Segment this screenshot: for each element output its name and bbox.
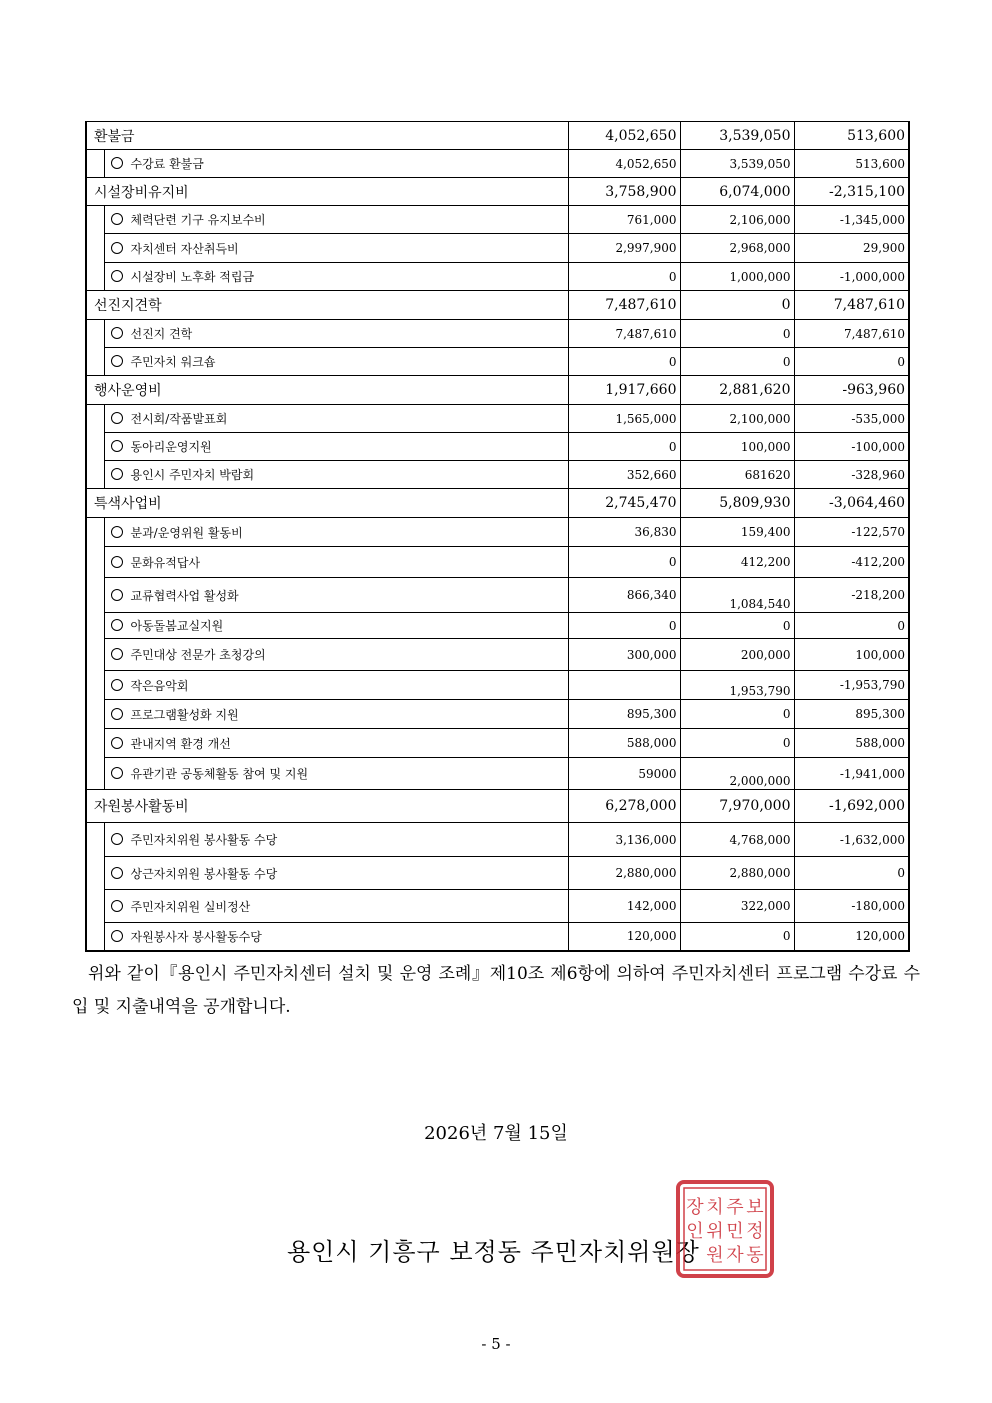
category-value-2: 3,539,050 bbox=[680, 122, 794, 150]
item-name-cell bbox=[104, 234, 568, 263]
item-value-2: 200,000 bbox=[680, 639, 794, 671]
item-name-cell bbox=[104, 348, 568, 376]
item-row bbox=[86, 461, 909, 489]
item-value-1: 142,000 bbox=[568, 890, 680, 923]
category-value-1: 2,745,470 bbox=[568, 489, 680, 518]
item-value-2: 159,400 bbox=[680, 518, 794, 547]
item-value-3: 29,900 bbox=[794, 234, 909, 263]
category-row bbox=[86, 122, 909, 150]
indent-gutter bbox=[86, 578, 104, 613]
seal-glyph: 장 bbox=[686, 1197, 704, 1218]
item-value-2: 0 bbox=[680, 729, 794, 758]
item-value-1: 0 bbox=[568, 263, 680, 291]
bullet-circle-icon bbox=[111, 833, 123, 845]
item-value-1: 0 bbox=[568, 547, 680, 578]
item-name-cell bbox=[104, 923, 568, 951]
item-name: 주민대상 전문가 초청강의 bbox=[130, 648, 266, 662]
bullet-circle-icon bbox=[111, 327, 123, 339]
item-value-3: 120,000 bbox=[794, 923, 909, 951]
indent-gutter bbox=[86, 405, 104, 433]
item-name-cell bbox=[104, 547, 568, 578]
indent-gutter bbox=[86, 461, 104, 489]
bullet-circle-icon bbox=[111, 355, 123, 367]
item-value-3: 0 bbox=[794, 613, 909, 639]
category-name: 행사운영비 bbox=[86, 376, 568, 405]
bullet-circle-icon bbox=[111, 619, 123, 631]
item-value-2: 4,768,000 bbox=[680, 823, 794, 857]
item-name-cell bbox=[104, 729, 568, 758]
seal-glyph: 위 bbox=[706, 1221, 724, 1242]
indent-gutter bbox=[86, 263, 104, 291]
item-name-cell bbox=[104, 758, 568, 790]
item-name: 선진지 견학 bbox=[130, 327, 193, 341]
item-name: 용인시 주민자치 박람회 bbox=[130, 468, 255, 482]
indent-gutter bbox=[86, 613, 104, 639]
bullet-circle-icon bbox=[111, 589, 123, 601]
indent-gutter bbox=[86, 433, 104, 461]
indent-gutter bbox=[86, 206, 104, 234]
item-row bbox=[86, 639, 909, 671]
item-value-2: 2,100,000 bbox=[680, 405, 794, 433]
official-seal-icon bbox=[676, 1180, 774, 1278]
item-name-cell bbox=[104, 461, 568, 489]
item-row bbox=[86, 234, 909, 263]
item-value-1: 0 bbox=[568, 433, 680, 461]
bullet-circle-icon bbox=[111, 767, 123, 779]
item-value-2: 412,200 bbox=[680, 547, 794, 578]
item-value-1: 761,000 bbox=[568, 206, 680, 234]
item-name-cell bbox=[104, 823, 568, 857]
item-name-cell bbox=[104, 671, 568, 700]
item-value-3: 513,600 bbox=[794, 150, 909, 178]
item-row bbox=[86, 433, 909, 461]
category-value-3: 513,600 bbox=[794, 122, 909, 150]
item-value-1: 120,000 bbox=[568, 923, 680, 951]
item-row bbox=[86, 923, 909, 951]
category-value-2: 2,881,620 bbox=[680, 376, 794, 405]
indent-gutter bbox=[86, 758, 104, 790]
item-value-3: -1,941,000 bbox=[794, 758, 909, 790]
item-name: 프로그램활성화 지원 bbox=[130, 707, 239, 722]
item-value-2: 681620 bbox=[680, 461, 794, 489]
item-name: 시설장비 노후화 적립금 bbox=[130, 270, 255, 284]
item-name-cell bbox=[104, 206, 568, 234]
item-value-1: 300,000 bbox=[568, 639, 680, 671]
budget-table bbox=[85, 121, 910, 952]
bullet-circle-icon bbox=[111, 900, 123, 912]
seal-glyph: 치 bbox=[706, 1197, 724, 1218]
item-value-1 bbox=[568, 671, 680, 700]
item-value-2: 0 bbox=[680, 348, 794, 376]
indent-gutter bbox=[86, 348, 104, 376]
item-name: 주민자치 워크숍 bbox=[130, 355, 216, 369]
item-value-1: 895,300 bbox=[568, 700, 680, 729]
indent-gutter bbox=[86, 234, 104, 263]
item-value-1: 2,997,900 bbox=[568, 234, 680, 263]
bullet-circle-icon bbox=[111, 157, 123, 169]
item-value-2: 0 bbox=[680, 613, 794, 639]
item-name: 자원봉사자 봉사활동수당 bbox=[130, 929, 262, 944]
item-value-2: 2,880,000 bbox=[680, 857, 794, 890]
item-row bbox=[86, 857, 909, 890]
item-name: 문화유적답사 bbox=[130, 555, 201, 570]
issue-date: 2026년 7월 15일 bbox=[424, 1123, 568, 1144]
item-value-1: 59000 bbox=[568, 758, 680, 790]
item-row bbox=[86, 890, 909, 923]
item-value-3: -1,632,000 bbox=[794, 823, 909, 857]
category-name: 환불금 bbox=[86, 122, 568, 150]
item-name-cell bbox=[104, 518, 568, 547]
item-name: 상근자치위원 봉사활동 수당 bbox=[130, 866, 278, 881]
item-value-1: 36,830 bbox=[568, 518, 680, 547]
category-value-1: 3,758,900 bbox=[568, 178, 680, 206]
category-name: 자원봉사활동비 bbox=[86, 790, 568, 823]
item-row bbox=[86, 613, 909, 639]
indent-gutter bbox=[86, 150, 104, 178]
indent-gutter bbox=[86, 547, 104, 578]
bullet-circle-icon bbox=[111, 440, 123, 452]
item-name: 수강료 환불금 bbox=[130, 157, 204, 171]
category-value-3: -1,692,000 bbox=[794, 790, 909, 823]
item-value-3: 895,300 bbox=[794, 700, 909, 729]
disclosure-notice: 위와 같이『용인시 주민자치센터 설치 및 운영 조례』제10조 제6항에 의하여 주민자치센터 프로그램 수강료 수입 및 지출내역을 공개합니다. bbox=[72, 964, 920, 1017]
indent-gutter bbox=[86, 890, 104, 923]
item-value-3: -535,000 bbox=[794, 405, 909, 433]
item-name: 작은음악회 bbox=[130, 678, 189, 693]
category-value-1: 7,487,610 bbox=[568, 291, 680, 320]
indent-gutter bbox=[86, 857, 104, 890]
item-value-3: 100,000 bbox=[794, 639, 909, 671]
item-value-1: 1,565,000 bbox=[568, 405, 680, 433]
item-name-cell bbox=[104, 263, 568, 291]
item-value-3: -1,000,000 bbox=[794, 263, 909, 291]
category-value-2: 6,074,000 bbox=[680, 178, 794, 206]
item-row bbox=[86, 729, 909, 758]
item-row bbox=[86, 320, 909, 348]
indent-gutter bbox=[86, 518, 104, 547]
category-row bbox=[86, 376, 909, 405]
item-name: 분과/운영위원 활동비 bbox=[130, 525, 243, 540]
seal-glyph: 민 bbox=[726, 1221, 744, 1242]
item-name: 아동돌봄교실지원 bbox=[130, 619, 224, 633]
category-value-3: -2,315,100 bbox=[794, 178, 909, 206]
item-value-1: 352,660 bbox=[568, 461, 680, 489]
item-value-3: -122,570 bbox=[794, 518, 909, 547]
indent-gutter bbox=[86, 923, 104, 951]
item-value-2: 1,953,790 bbox=[680, 671, 794, 700]
indent-gutter bbox=[86, 729, 104, 758]
item-value-1: 3,136,000 bbox=[568, 823, 680, 857]
item-name-cell bbox=[104, 700, 568, 729]
item-value-2: 100,000 bbox=[680, 433, 794, 461]
item-name: 주민자치위원 봉사활동 수당 bbox=[130, 833, 278, 847]
item-value-1: 0 bbox=[568, 613, 680, 639]
category-name: 특색사업비 bbox=[86, 489, 568, 518]
seal-glyph: 자 bbox=[726, 1245, 744, 1266]
item-value-3: -1,345,000 bbox=[794, 206, 909, 234]
item-value-3: 588,000 bbox=[794, 729, 909, 758]
item-value-3: 0 bbox=[794, 348, 909, 376]
item-row bbox=[86, 348, 909, 376]
item-name-cell bbox=[104, 405, 568, 433]
item-row bbox=[86, 671, 909, 700]
item-name-cell bbox=[104, 890, 568, 923]
bullet-circle-icon bbox=[111, 242, 123, 254]
signer-title: 용인시 기흥구 보정동 주민자치위원장 bbox=[287, 1238, 700, 1266]
bullet-circle-icon bbox=[111, 468, 123, 480]
category-value-1: 1,917,660 bbox=[568, 376, 680, 405]
bullet-circle-icon bbox=[111, 648, 123, 660]
item-value-3: -180,000 bbox=[794, 890, 909, 923]
item-value-1: 4,052,650 bbox=[568, 150, 680, 178]
item-name: 체력단련 기구 유지보수비 bbox=[130, 213, 266, 227]
bullet-circle-icon bbox=[111, 737, 123, 749]
bullet-circle-icon bbox=[111, 412, 123, 424]
item-value-3: -328,960 bbox=[794, 461, 909, 489]
item-value-3: -100,000 bbox=[794, 433, 909, 461]
category-row bbox=[86, 489, 909, 518]
item-row bbox=[86, 263, 909, 291]
item-value-3: -218,200 bbox=[794, 578, 909, 613]
item-value-2: 0 bbox=[680, 320, 794, 348]
item-row bbox=[86, 206, 909, 234]
page-number: - 5 - bbox=[481, 1335, 511, 1353]
item-row bbox=[86, 758, 909, 790]
item-name: 동아리운영지원 bbox=[130, 440, 212, 454]
item-value-3: 0 bbox=[794, 857, 909, 890]
item-value-1: 2,880,000 bbox=[568, 857, 680, 890]
item-name-cell bbox=[104, 639, 568, 671]
item-name: 교류협력사업 활성화 bbox=[130, 588, 239, 603]
item-name: 관내지역 환경 개선 bbox=[130, 736, 231, 751]
item-name: 주민자치위원 실비정산 bbox=[130, 899, 251, 914]
category-value-2: 5,809,930 bbox=[680, 489, 794, 518]
item-name-cell bbox=[104, 578, 568, 613]
seal-glyph: 인 bbox=[686, 1221, 704, 1242]
seal-glyph: 동 bbox=[746, 1245, 764, 1266]
item-value-2: 0 bbox=[680, 923, 794, 951]
category-value-1: 6,278,000 bbox=[568, 790, 680, 823]
item-value-1: 7,487,610 bbox=[568, 320, 680, 348]
item-name-cell bbox=[104, 613, 568, 639]
item-row bbox=[86, 700, 909, 729]
item-value-2: 0 bbox=[680, 700, 794, 729]
category-name: 선진지견학 bbox=[86, 291, 568, 320]
item-row bbox=[86, 518, 909, 547]
bullet-circle-icon bbox=[111, 270, 123, 282]
item-name-cell bbox=[104, 320, 568, 348]
category-value-3: -3,064,460 bbox=[794, 489, 909, 518]
item-value-2: 1,084,540 bbox=[680, 578, 794, 613]
item-value-1: 588,000 bbox=[568, 729, 680, 758]
seal-glyph: 주 bbox=[726, 1197, 744, 1218]
item-value-2: 2,106,000 bbox=[680, 206, 794, 234]
item-name-cell bbox=[104, 857, 568, 890]
item-row bbox=[86, 823, 909, 857]
category-value-2: 0 bbox=[680, 291, 794, 320]
category-row bbox=[86, 178, 909, 206]
bullet-circle-icon bbox=[111, 556, 123, 568]
category-value-3: -963,960 bbox=[794, 376, 909, 405]
bullet-circle-icon bbox=[111, 213, 123, 225]
category-value-2: 7,970,000 bbox=[680, 790, 794, 823]
category-name: 시설장비유지비 bbox=[86, 178, 568, 206]
indent-gutter bbox=[86, 700, 104, 729]
bullet-circle-icon bbox=[111, 867, 123, 879]
indent-gutter bbox=[86, 320, 104, 348]
item-row bbox=[86, 578, 909, 613]
indent-gutter bbox=[86, 671, 104, 700]
category-value-1: 4,052,650 bbox=[568, 122, 680, 150]
item-value-2: 322,000 bbox=[680, 890, 794, 923]
indent-gutter bbox=[86, 639, 104, 671]
bullet-circle-icon bbox=[111, 930, 123, 942]
item-value-1: 866,340 bbox=[568, 578, 680, 613]
indent-gutter bbox=[86, 823, 104, 857]
item-name: 자치센터 자산취득비 bbox=[130, 241, 239, 256]
item-row bbox=[86, 547, 909, 578]
item-value-3: -412,200 bbox=[794, 547, 909, 578]
item-value-2: 1,000,000 bbox=[680, 263, 794, 291]
category-value-3: 7,487,610 bbox=[794, 291, 909, 320]
bullet-circle-icon bbox=[111, 708, 123, 720]
budget-table-body bbox=[86, 122, 909, 951]
seal-glyph: 보 bbox=[746, 1197, 764, 1218]
item-row bbox=[86, 150, 909, 178]
item-value-3: -1,953,790 bbox=[794, 671, 909, 700]
seal-glyph: 정 bbox=[746, 1221, 764, 1242]
category-row bbox=[86, 790, 909, 823]
item-name-cell bbox=[104, 433, 568, 461]
item-name: 전시회/작품발표회 bbox=[130, 412, 228, 426]
item-name: 유관기관 공동체활동 참여 및 지원 bbox=[130, 767, 309, 781]
category-row bbox=[86, 291, 909, 320]
bullet-circle-icon bbox=[111, 526, 123, 538]
item-value-2: 3,539,050 bbox=[680, 150, 794, 178]
item-row bbox=[86, 405, 909, 433]
item-value-2: 2,968,000 bbox=[680, 234, 794, 263]
seal-glyph: 원 bbox=[706, 1245, 724, 1266]
item-name-cell bbox=[104, 150, 568, 178]
bullet-circle-icon bbox=[111, 679, 123, 691]
item-value-1: 0 bbox=[568, 348, 680, 376]
item-value-3: 7,487,610 bbox=[794, 320, 909, 348]
item-value-2: 2,000,000 bbox=[680, 758, 794, 790]
